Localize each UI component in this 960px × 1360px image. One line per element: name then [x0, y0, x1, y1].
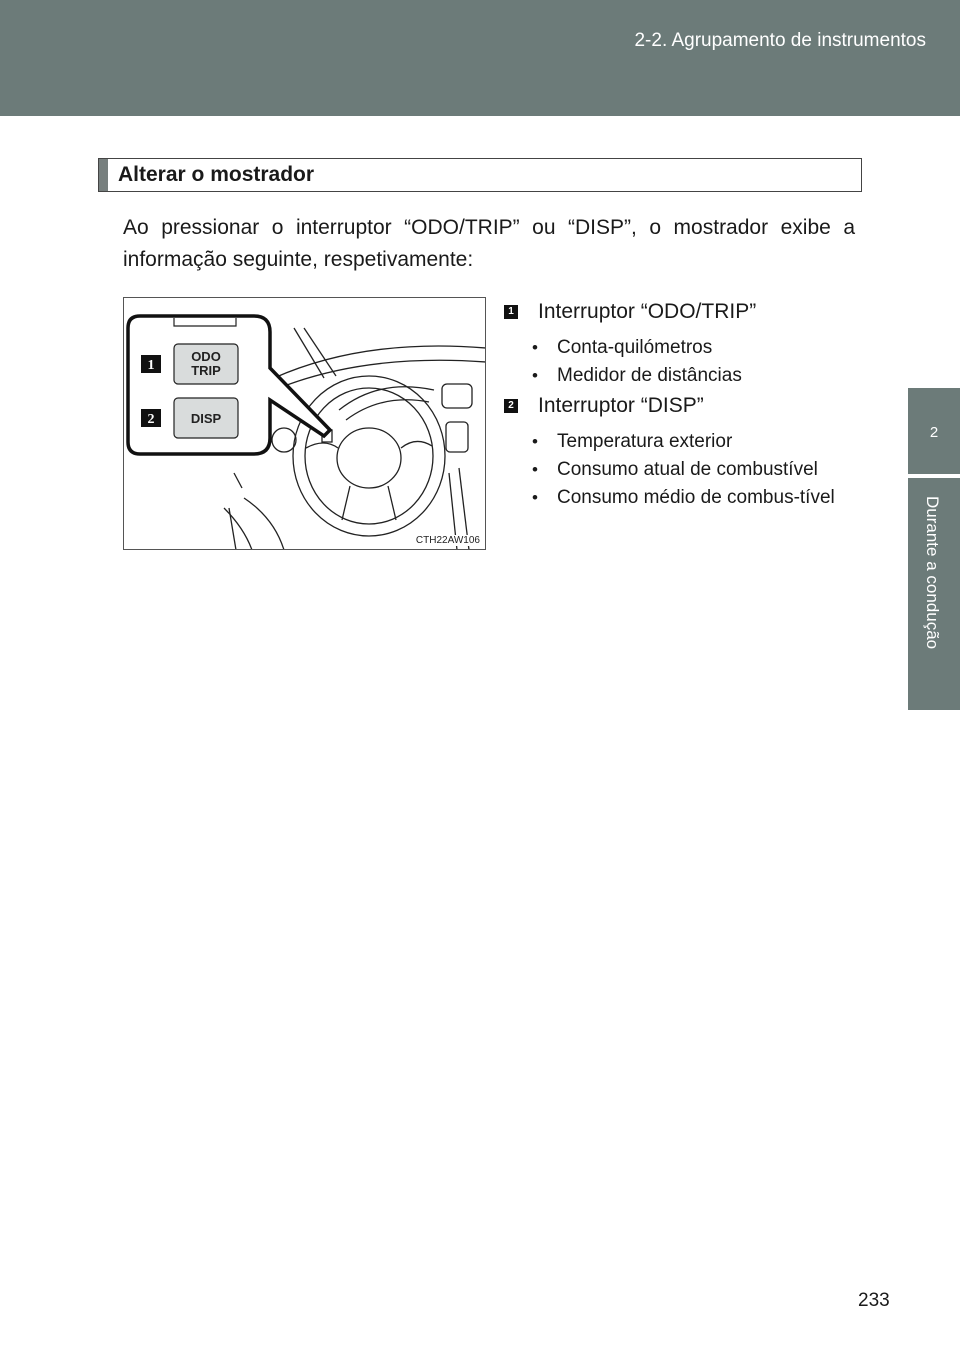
figure-code: CTH22AW106: [415, 535, 480, 546]
running-header: 2-2. Agrupamento de instrumentos: [634, 30, 926, 51]
header-band: [0, 0, 960, 116]
bullet-list: [504, 334, 864, 390]
bullet-list: [504, 428, 864, 512]
chapter-number: 2: [929, 424, 939, 441]
chapter-tab-label: [908, 478, 960, 710]
callout-number: 1: [147, 358, 155, 373]
callout-number: 2: [147, 412, 155, 427]
legend: [504, 296, 864, 512]
legend-title: Interruptor “DISP”: [538, 394, 704, 417]
odo-button-label: ODO: [191, 349, 221, 364]
section-title: Alterar o mostrador: [118, 163, 315, 186]
dashboard-figure: [123, 297, 486, 550]
legend-item-disp: [504, 390, 864, 512]
list-item: • Temperatura exterior: [532, 428, 864, 456]
disp-button-label: DISP: [190, 411, 222, 426]
list-item: • Consumo médio de combus-tível: [532, 484, 842, 512]
chapter-tab-number: [908, 388, 960, 474]
trip-button-label: TRIP: [191, 363, 221, 378]
legend-number: 2: [504, 399, 518, 413]
chapter-label: Durante a condução: [923, 496, 942, 650]
legend-item-odo-trip: [504, 296, 864, 390]
legend-number: 1: [504, 305, 518, 319]
list-item: • Consumo atual de combustível: [532, 456, 864, 484]
section-header: [98, 158, 862, 192]
list-item: • Medidor de distâncias: [532, 362, 864, 390]
list-item: • Conta-quilómetros: [532, 334, 864, 362]
intro-paragraph: Ao pressionar o interruptor “ODO/TRIP” ou “DISP”, o mostrador exibe a informação seguinte, respetivamente:: [123, 216, 855, 271]
dashboard-illustration: [124, 298, 486, 550]
page-number: 233: [858, 1290, 890, 1311]
section-header-bar: [99, 159, 108, 191]
legend-title: Interruptor “ODO/TRIP”: [538, 300, 757, 323]
